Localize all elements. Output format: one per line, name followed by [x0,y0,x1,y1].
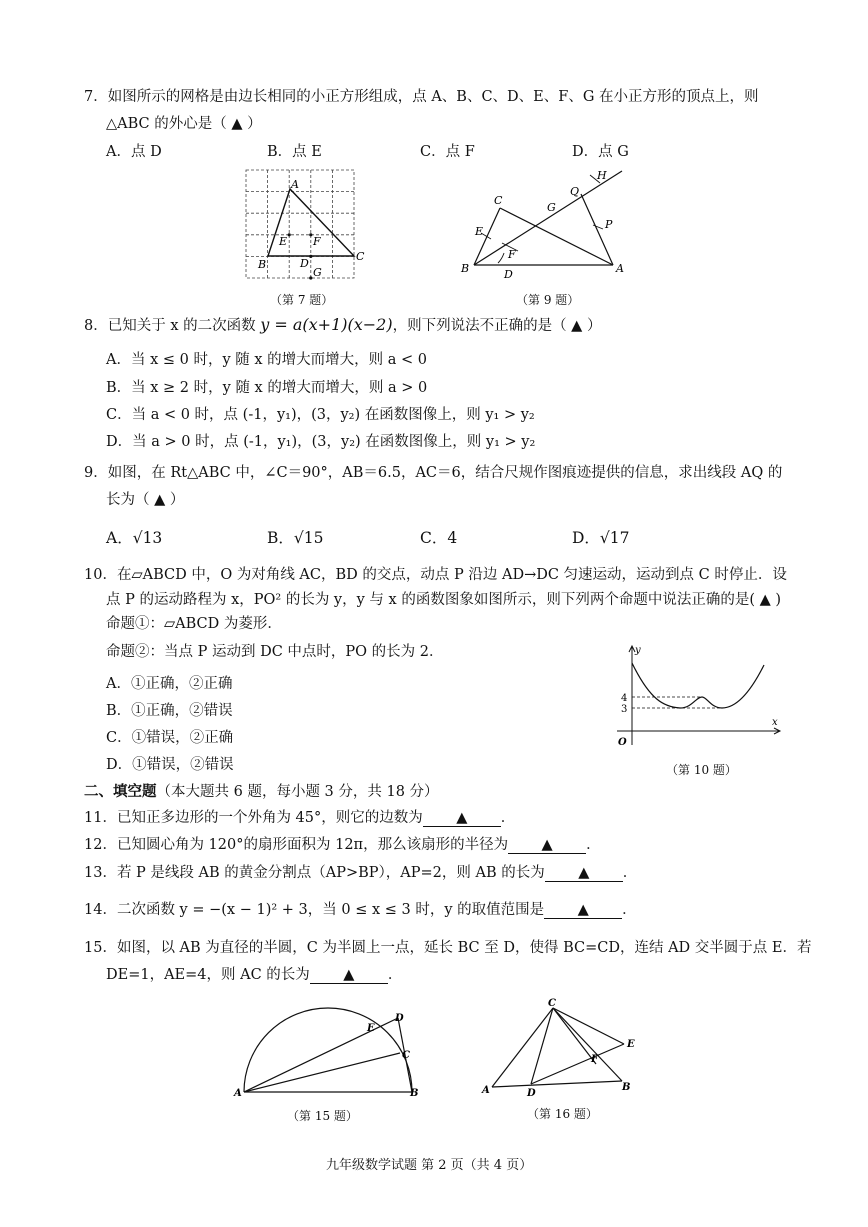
label-e: E [475,225,484,238]
q10-graph [612,645,787,755]
q10-option-a: A．①正确，②正确 [106,676,233,692]
label-d: D [395,1013,404,1024]
label-f: F [591,1054,599,1065]
label-a: A [234,1088,242,1099]
q8-option-d: D．当 a > 0 时，点 (-1，y₁)，(3，y₂) 在函数图像上，则 y₁ > y₂ [106,434,536,450]
label-e: E [279,235,288,248]
q16-fig-caption: （第 16 题） [527,1107,598,1121]
label-d: D [300,257,309,270]
q10-stem-line2: 点 P 的运动路程为 x，PO² 的长为 y，y 与 x 的函数图象如图所示，则下列两个命题中说法正确的是( ▲ ) [106,592,782,608]
q16-figure [482,998,642,1099]
q10-option-b: B．①正确，②错误 [106,703,233,719]
point-e [288,233,291,236]
label-d: D [527,1088,536,1099]
q12-answer-blank[interactable]: ▲ [508,837,586,854]
page-footer: 九年级数学试题 第 2 页（共 4 页） [326,1158,533,1173]
q9-option-c: C．4 [420,529,458,547]
q9-stem-line1: 9．如图，在 Rt△ABC 中，∠C＝90°，AB＝6.5，AC＝6，结合尺规作图痕迹提供的信息，求出线段 AQ 的 [84,465,783,481]
q15-stem-line1: 15．如图，以 AB 为直径的半圆，C 为半圆上一点，延长 BC 至 D，使得 BC=CD，连结 AD 交半圆于点 E．若 [84,940,812,956]
q15-figure [234,996,424,1099]
origin-label: O [618,737,627,748]
label-e: E [627,1039,635,1050]
label-b: B [622,1082,631,1093]
q7-option-b: B．点 E [267,144,322,160]
q9-figure [458,163,638,281]
label-a: A [482,1085,490,1096]
label-e: E [367,1023,375,1034]
q10-fig-caption: （第 10 题） [666,763,737,777]
q11-text: 11．已知正多边形的一个外角为 45°，则它的边数为 [84,810,423,826]
q13-text: 13．若 P 是线段 AB 的黄金分割点（AP>BP），AP=2，则 AB 的长为 [84,865,545,881]
q9-stem-line2: 长为（ ▲ ） [106,492,185,508]
q15-text: DE=1，AE=4，则 AC 的长为 [106,967,310,983]
label-g: G [313,266,322,279]
q11-period: ． [500,810,516,826]
x-axis-label: x [772,717,778,728]
q13-period: ． [622,865,638,881]
label-f: F [313,235,321,248]
q9-fig-caption: （第 9 题） [516,293,580,307]
point-d [309,255,312,258]
q11 [84,808,515,828]
label-a: A [291,178,299,191]
q8-formula: y = a(x+1)(x−2) [260,315,393,334]
q14 [84,900,637,920]
q9-option-b: B．√15 [267,529,324,547]
q13-answer-blank[interactable]: ▲ [545,865,623,882]
q8-stem-pre: 8．已知关于 x 的二次函数 [84,318,261,334]
tick-3: 3 [621,704,628,715]
section2-title: 二、填空题 [84,783,157,800]
label-c: C [356,250,365,263]
section2-note: （本大题共 6 题，每小题 3 分，共 18 分） [156,784,439,800]
q14-period: ． [622,902,637,918]
label-c: C [402,1050,410,1061]
q10-option-d: D．①错误，②错误 [106,757,234,773]
label-f: F [508,248,516,261]
q8-stem [84,315,601,336]
label-d: D [504,268,513,281]
q7-option-a: A．点 D [106,144,162,160]
q7-stem-line2: △ABC 的外心是（ ▲ ） [106,116,262,132]
q7-option-c: C．点 F [420,144,475,160]
q7-option-d: D．点 G [572,144,629,160]
q8-option-c: C．当 a < 0 时，点 (-1，y₁)，(3，y₂) 在函数图像上，则 y₁ > y₂ [106,407,535,423]
q7-grid-figure [246,170,365,282]
q9-option-d: D．√17 [572,529,630,547]
label-b: B [410,1088,419,1099]
q10-prop2: 命题②：当点 P 运动到 DC 中点时，PO 的长为 2． [106,644,444,660]
label-q: Q [570,185,580,198]
label-b: B [258,258,267,271]
label-c: C [494,194,503,207]
q7-fig-caption: （第 7 题） [270,293,334,307]
label-p: P [605,218,613,231]
q11-answer-blank[interactable]: ▲ [423,810,501,827]
q9-option-a: A．√13 [106,529,163,547]
y-axis-label: y [635,645,641,656]
q15-answer-blank[interactable]: ▲ [310,967,388,984]
q8-stem-post: ，则下列说法不正确的是（ ▲ ） [392,318,602,334]
point-g [309,276,312,279]
q14-answer-blank[interactable]: ▲ [544,902,622,919]
q12 [84,835,601,855]
q10-option-c: C．①错误，②正确 [106,730,234,746]
q10-stem-line1: 10．在▱ABCD 中，O 为对角线 AC，BD 的交点，动点 P 沿边 AD→DC 匀速运动，运动到点 C 时停止．设 [84,567,787,583]
q10-prop1: 命题①：▱ABCD 为菱形． [106,616,282,632]
label-g: G [547,201,556,214]
label-c: C [548,998,556,1009]
q15-stem-line2 [106,965,402,985]
q12-text: 12．已知圆心角为 120°的扇形面积为 12π，那么该扇形的半径为 [84,837,509,853]
point-f [309,233,312,236]
label-b: B [461,262,470,275]
q15-fig-caption: （第 15 题） [287,1109,358,1123]
q8-option-b: B．当 x ≥ 2 时，y 随 x 的增大而增大，则 a > 0 [106,380,428,396]
tick-4: 4 [621,693,628,704]
q7-stem-line1: 7．如图所示的网格是由边长相同的小正方形组成，点 A、B、C、D、E、F、G 在小正方形的顶点上，则 [84,89,759,105]
label-a: A [616,262,624,275]
q13 [84,863,637,883]
q15-period: ． [387,967,403,983]
q8-option-a: A．当 x ≤ 0 时，y 随 x 的增大而增大，则 a < 0 [106,352,428,368]
section2-heading [84,782,439,802]
q12-period: ． [586,837,601,853]
q14-text: 14．二次函数 y = −(x − 1)² + 3，当 0 ≤ x ≤ 3 时，y 的取值范围是 [84,902,545,918]
label-h: H [597,169,607,182]
